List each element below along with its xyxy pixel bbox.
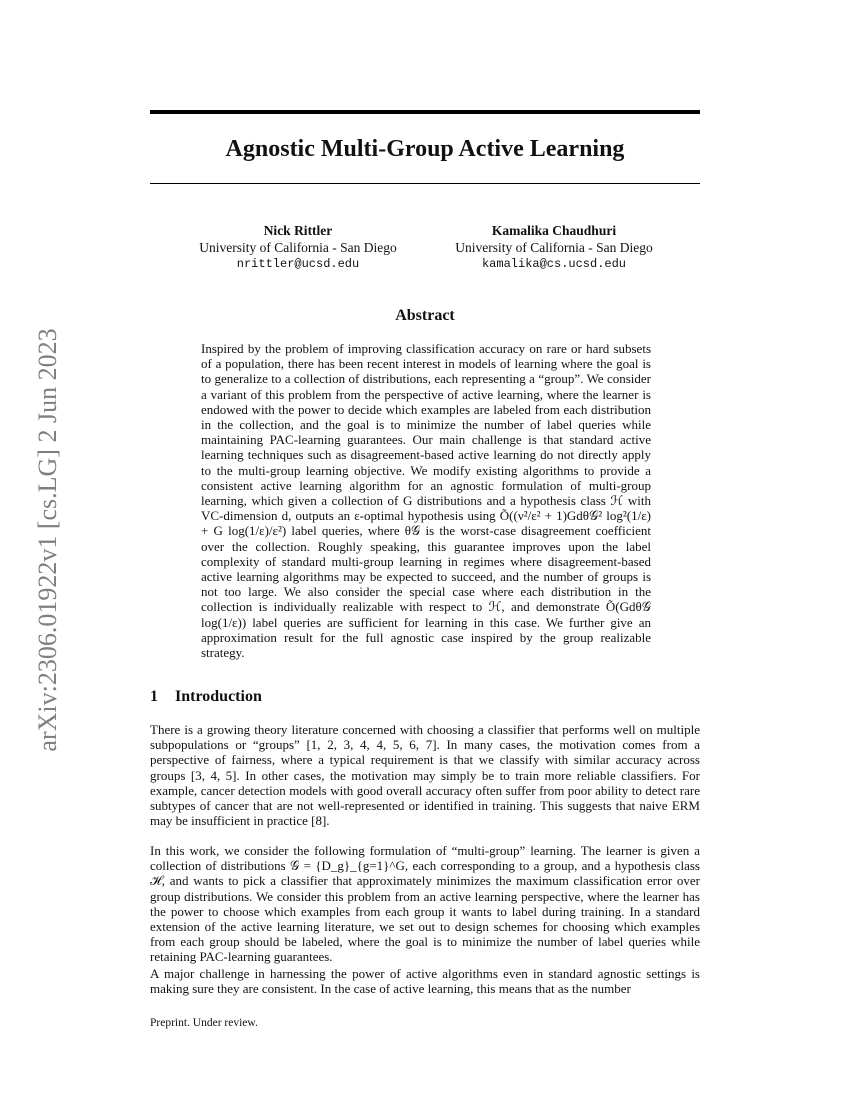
arxiv-identifier: arXiv:2306.01922v1 [cs.LG] 2 Jun 2023 [33,328,62,752]
body-paragraph-2: In this work, we consider the following formulation of “multi-group” learning. The learner is given a collection of distributions 𝒢 = {D_g}_{g=1}^G, each corresponding to a group, and a hypothesis class ℋ, and wants to pick a classifier that approximately minimizes the maximum classification error over group distributions. We consider this problem from an active learning perspective, where the learner has the power to choose which examples from each group it wants to label during training. In a standard extension of the active learning literature, we set out to design schemes for choosing which examples from each group should be labeled, where the goal is to minimize the number of label queries while retaining PAC-learning guarantees. [150,843,700,965]
section-number: 1 [150,688,158,705]
abstract-text: Inspired by the problem of improving classification accuracy on rare or hard subsets of a population, there has been recent interest in models of learning where the goal is to generalize to a collection of distributions, each representing a “group”. We consider a variant of this problem from the perspective of active learning, where the learner is endowed with the power to decide which examples are labeled from each distribution in the collection, and the goal is to minimize the number of label queries while maintaining PAC-learning guarantees. Our main challenge is that standard active learning techniques such as disagreement-based active learning do not directly apply to the multi-group learning objective. We modify existing algorithms to provide a consistent active learning algorithm for an agnostic formulation of multi-group learning, which given a collection of G distributions and a hypothesis class ℋ with VC-dimension d, outputs an ε-optimal hypothesis using Õ((ν²/ε² + 1)Gdθ𝒢² log²(1/ε) + G log(1/ε)/ε²) label queries, where θ𝒢 is the worst-case disagreement coefficient over the collection. Roughly speaking, this guarantee improves upon the label complexity of standard multi-group learning in regimes where disagreement-based active learning algorithms may be expected to succeed, and the number of groups is not too large. We also consider the special case where each distribution in the collection is individually realizable with respect to ℋ, and demonstrate Õ(Gdθ𝒢 log(1/ε)) label queries are sufficient for learning in this case. We further give an approximation result for the full agnostic case inspired by the group realizable strategy. [201,341,651,661]
author-affiliation: University of California - San Diego [455,239,653,255]
paper-title: Agnostic Multi-Group Active Learning [225,136,625,162]
abstract-heading: Abstract [395,307,455,324]
author-block-1 [180,223,416,273]
body-paragraph-1: There is a growing theory literature concerned with choosing a classifier that performs well on multiple subpopulations or “groups” [1, 2, 3, 4, 4, 5, 6, 7]. In many cases, the motivation comes from a perspective of fairness, where a typical requirement is that we classify with similar accuracy across groups [3, 4, 5]. In other cases, the motivation may simply be to train more reliable classifiers. For example, cancer detection models with good overall accuracy often suffer from poor ability to detect rare subtypes of cancer that are not well-represented or identified in training. This suggests that naive ERM may be insufficient in practice [8]. [150,722,700,829]
author-name: Kamalika Chaudhuri [491,223,617,238]
title-bottom-rule [150,183,700,184]
author-block-2 [436,223,672,273]
author-email[interactable]: nrittler@ucsd.edu [236,257,360,271]
title-top-rule [150,110,700,114]
section-title: Introduction [175,688,262,705]
author-email[interactable]: kamalika@cs.ucsd.edu [481,257,627,271]
author-affiliation: University of California - San Diego [199,239,397,255]
body-paragraph-3: A major challenge in harnessing the power of active algorithms even in standard agnostic settings is making sure they are consistent. In the case of active learning, this means that as the number [150,966,700,997]
footer-note: Preprint. Under review. [150,1017,258,1029]
author-name: Nick Rittler [263,223,333,238]
section-heading [150,688,262,706]
